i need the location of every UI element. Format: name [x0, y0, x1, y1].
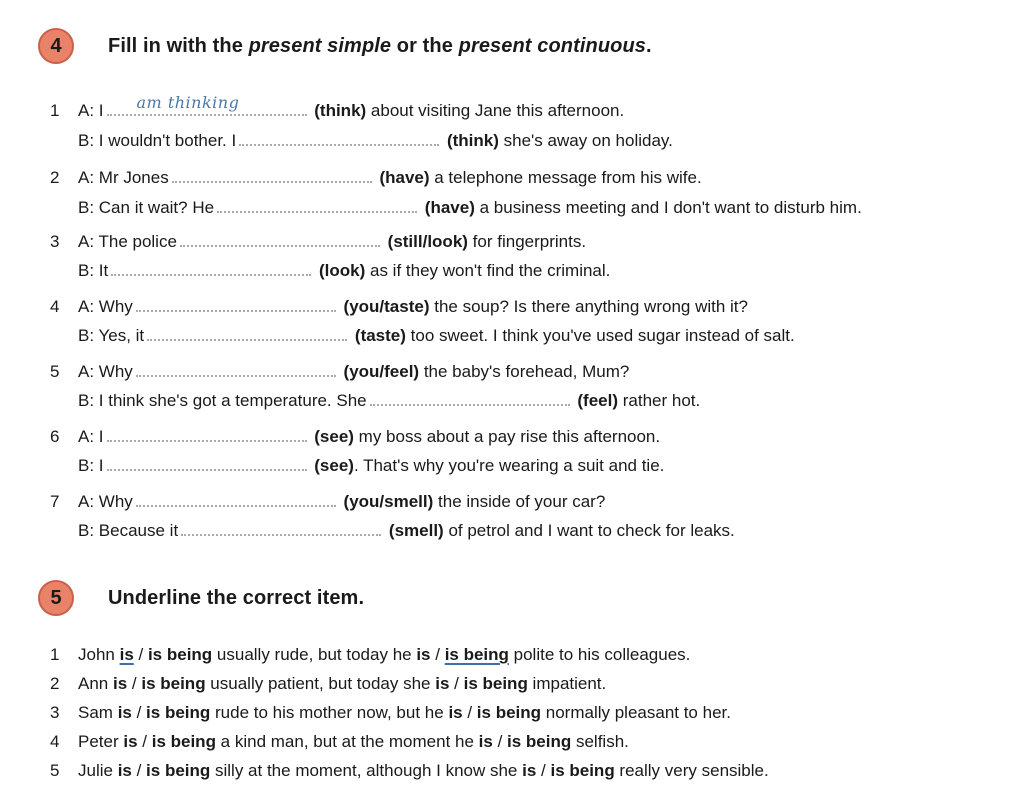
exercise-line: 7 A: Why (you/smell) the inside of your car? [50, 489, 605, 515]
answer-blank[interactable] [136, 294, 336, 312]
answer-blank[interactable] [180, 229, 380, 247]
exercise-line: 5 A: Why (you/feel) the baby's forehead, Mum? [50, 359, 629, 385]
answer-blank[interactable] [136, 359, 336, 377]
answer-blank[interactable] [107, 424, 307, 442]
choice-is[interactable]: is [117, 703, 132, 722]
exercise-line: 2 A: Mr Jones (have) a telephone message from his wife. [50, 165, 702, 191]
exercise-line: B: It (look) as if they won't find the criminal. [50, 258, 610, 284]
exercise-line: 6 A: I (see) my boss about a pay rise this afternoon. [50, 424, 660, 450]
answer-blank[interactable] [217, 195, 417, 213]
choice-is-being[interactable]: is being [550, 761, 615, 780]
section-4-title: Fill in with the present simple or the present continuous. [108, 34, 652, 57]
choice-is[interactable]: is [478, 732, 493, 751]
exercise-line: B: Yes, it (taste) too sweet. I think you've used sugar instead of salt. [50, 323, 795, 349]
choice-is[interactable]: is [112, 674, 128, 693]
exercise-line: B: I (see). That's why you're wearing a suit and tie. [50, 453, 664, 479]
choice-is[interactable]: is [119, 645, 134, 664]
section-5-header [38, 580, 364, 616]
answer-blank[interactable] [370, 388, 570, 406]
underline-item: 1 John is / is being usually rude, but today he is / is being polite to his colleagues. [50, 645, 691, 664]
answer-blank[interactable] [239, 128, 439, 146]
choice-is[interactable]: is [117, 761, 132, 780]
answer-blank[interactable] [181, 518, 381, 536]
exercise-line: 1 A: I am thinking (think) about visiting Jane this afternoon. [50, 98, 624, 124]
choice-is[interactable]: is [123, 732, 138, 751]
section-4-header [38, 28, 652, 64]
choice-is-being[interactable]: is being [151, 732, 216, 751]
exercise-line: 3 A: The police (still/look) for fingerprints. [50, 229, 586, 255]
underline-item: 4 Peter is / is being a kind man, but at the moment he is / is being selfish. [50, 732, 629, 751]
underline-item: 5 Julie is / is being silly at the moment, although I know she is / is being really very sensible. [50, 761, 769, 780]
exercise-line: B: Can it wait? He (have) a business meeting and I don't want to disturb him. [50, 195, 862, 221]
exercise-line: 4 A: Why (you/taste) the soup? Is there anything wrong with it? [50, 294, 748, 320]
choice-is-being[interactable]: is being [463, 674, 528, 693]
answer-blank[interactable] [107, 453, 307, 471]
answer-blank[interactable] [107, 93, 307, 116]
choice-is-being[interactable]: is being [146, 761, 211, 780]
choice-is[interactable]: is [522, 761, 537, 780]
choice-is[interactable]: is [435, 674, 450, 693]
answer-blank[interactable] [111, 258, 311, 276]
choice-is-being[interactable]: is being [147, 645, 213, 664]
choice-is-being[interactable]: is being [146, 703, 211, 722]
handwritten-answer: am thinking [136, 93, 240, 112]
section-5-title: Underline the correct item. [108, 586, 365, 609]
answer-blank[interactable] [147, 323, 347, 341]
section-5-badge: 5 [38, 580, 74, 616]
choice-is-being[interactable]: is being [507, 732, 572, 751]
choice-is-being[interactable]: is being [141, 674, 206, 693]
exercise-line: B: I think she's got a temperature. She (feel) rather hot. [50, 388, 700, 414]
underline-item: 2 Ann is / is being usually patient, but today she is / is being impatient. [50, 674, 607, 693]
choice-is-being[interactable]: is being [476, 703, 542, 722]
choice-is[interactable]: is [448, 703, 463, 722]
exercise-line: B: I wouldn't bother. I (think) she's away on holiday. [50, 128, 673, 154]
choice-is[interactable]: is [416, 645, 431, 664]
section-4-badge: 4 [38, 28, 74, 64]
underline-item: 3 Sam is / is being rude to his mother now, but he is / is being normally pleasant to her. [50, 703, 731, 722]
answer-blank[interactable] [172, 165, 372, 183]
exercise-line: B: Because it (smell) of petrol and I want to check for leaks. [50, 518, 735, 544]
choice-is-being[interactable]: is being [444, 645, 509, 664]
answer-blank[interactable] [136, 489, 336, 507]
